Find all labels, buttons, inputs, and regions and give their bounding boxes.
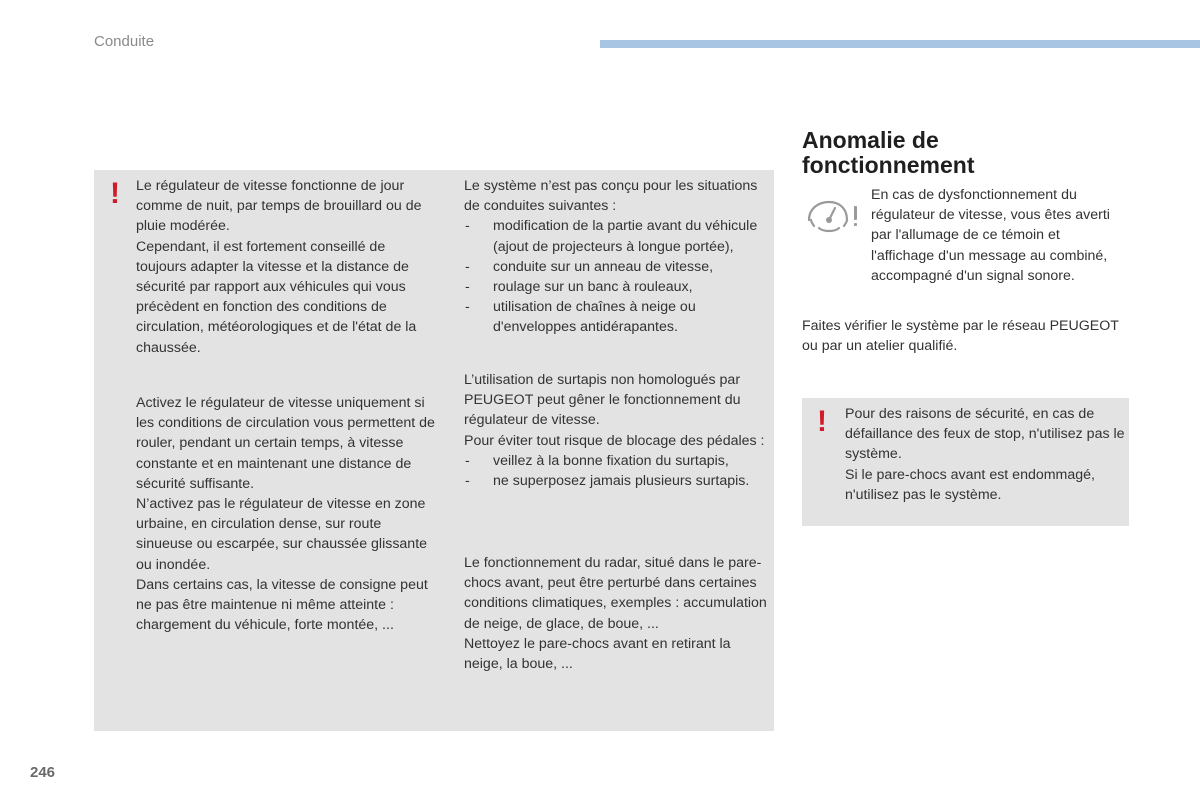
- warning-paragraph: Le fonctionnement du radar, situé dans le pare-chocs avant, peut être perturbé dans certaines conditions climatiques, exemples : accumulation de neige, de glace, de boue, ...: [464, 555, 767, 632]
- warning-exclamation-icon: !: [817, 405, 827, 438]
- warning-light-description: En cas de dysfonctionnement du régulateur de vitesse, vous êtes averti par l'allumage de ce témoin et l'affichage d'un message au combiné, accompagné d'un signal sonore.: [871, 187, 1110, 284]
- list-item: - modification de la partie avant du véhicule (ajout de projecteurs à longue portée),: [464, 216, 769, 256]
- warning-exclamation-icon: !: [110, 177, 120, 210]
- list-item: - conduite sur un anneau de vitesse,: [464, 257, 769, 277]
- pedal-safety-list: [464, 451, 769, 491]
- warning-column-2-lower: [464, 553, 769, 674]
- unsupported-situations-list: [464, 216, 769, 337]
- warning-paragraph: Le régulateur de vitesse fonctionne de jour comme de nuit, par temps de brouillard ou de pluie modérée.: [136, 178, 422, 235]
- warning-column-1: [136, 176, 436, 358]
- warning-paragraph: L’utilisation de surtapis non homologués par PEUGEOT peut gêner le fonctionnement du régulateur de vitesse.: [464, 372, 741, 429]
- list-item: - veillez à la bonne fixation du surtapis,: [464, 451, 769, 471]
- warning-paragraph: Activez le régulateur de vitesse uniquement si les conditions de circulation vous permettent de rouler, pendant un certain temps, à vitesse constante et en maintenant une distance de sécurité suffisante.: [136, 395, 435, 492]
- section-title: Conduite: [94, 33, 155, 50]
- warning-column-2: [464, 176, 769, 338]
- warning-column-1-lower: [136, 393, 436, 635]
- safety-warning-text: [845, 404, 1125, 505]
- page-number: 246: [30, 764, 56, 781]
- section-heading: Anomalie de fonctionnement: [802, 127, 975, 178]
- cruise-control-warning-light-icon: [805, 196, 861, 236]
- warning-column-2-middle: [464, 370, 769, 491]
- warning-paragraph: Pour des raisons de sécurité, en cas de défaillance des feux de stop, n'utilisez pas le système.: [845, 406, 1125, 463]
- warning-paragraph: Si le pare-chocs avant est endommagé, n'utilisez pas le système.: [845, 466, 1095, 503]
- warning-paragraph: Pour éviter tout risque de blocage des pédales :: [464, 432, 765, 449]
- warning-paragraph: Nettoyez le pare-chocs avant en retirant la neige, la boue, ...: [464, 635, 731, 673]
- list-item: - ne superposez jamais plusieurs surtapis.: [464, 471, 769, 491]
- warning-paragraph: Dans certains cas, la vitesse de consigne peut ne pas être maintenue ni même atteinte : chargement du véhicule, forte montée, ...: [136, 576, 428, 634]
- header-accent-bar: [600, 40, 1200, 48]
- warning-paragraph: Cependant, il est fortement conseillé de toujours adapter la vitesse et la distance de sécurité par rapport aux véhicules qui vous précèdent en fonction des conditions de circulation, météorologiques et de l'état de la chaussée.: [136, 238, 417, 356]
- warning-paragraph: Le système n’est pas conçu pour les situations de conduites suivantes :: [464, 178, 758, 215]
- warning-paragraph: N’activez pas le régulateur de vitesse en zone urbaine, en circulation dense, sur route sinueuse ou escarpée, sur chaussée glissante ou inondée.: [136, 496, 428, 573]
- list-item: - utilisation de chaînes à neige ou d'enveloppes antidérapantes.: [464, 297, 769, 337]
- list-item: - roulage sur un banc à rouleaux,: [464, 277, 769, 297]
- service-advice-paragraph: Faites vérifier le système par le réseau PEUGEOT ou par un atelier qualifié.: [802, 318, 1119, 355]
